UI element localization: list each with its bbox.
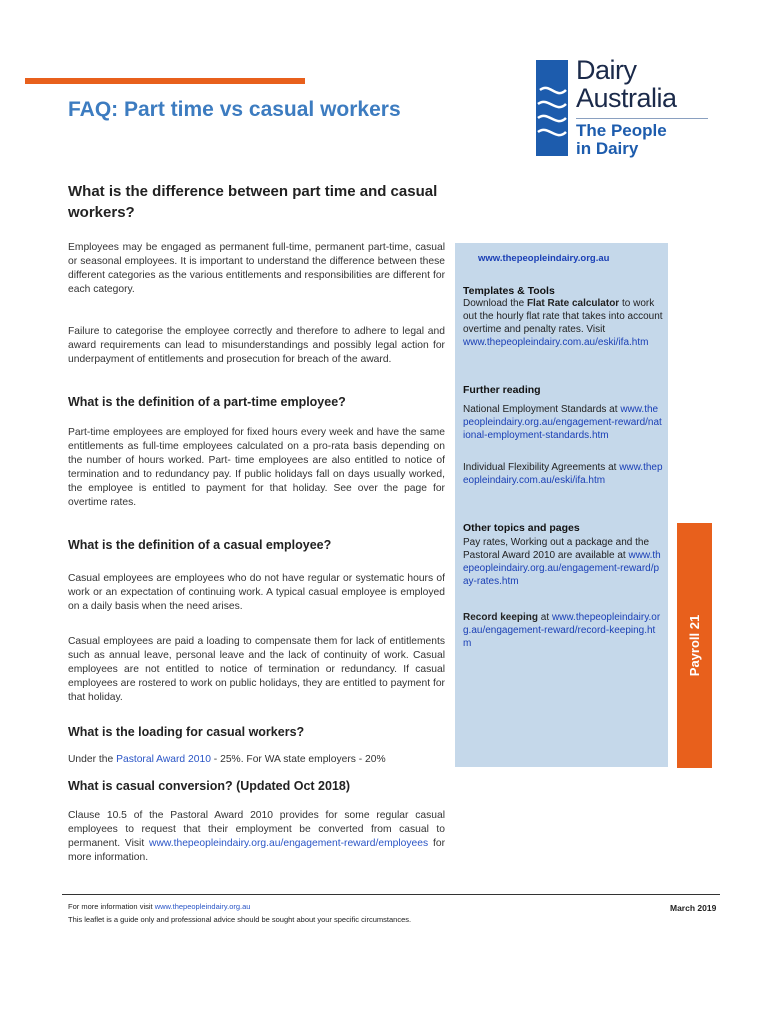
logo-tagline-2: in Dairy	[576, 139, 639, 158]
ifa-text: Individual Flexibility Agreements at	[463, 462, 620, 473]
dairy-australia-logo	[536, 55, 736, 158]
conversion-suffix: for more information.	[68, 838, 445, 863]
intro-paragraph-1: Employees may be engaged as permanent full-time, permanent part-time, casual or seasonal employees. It is important to understand the difference between these different categories as the various entitlements and responsibilities are different for each category.	[68, 242, 445, 295]
logo-word-australia: Australia	[576, 83, 677, 113]
ifa-paragraph	[463, 461, 663, 487]
payroll-tab-label: Payroll 21	[687, 614, 702, 677]
loading-prefix: Under the	[68, 754, 117, 765]
page-title: FAQ: Part time vs casual workers	[68, 98, 401, 121]
casual-heading: What is the definition of a casual employee?	[68, 538, 332, 552]
other-topics-heading: Other topics and pages	[463, 522, 580, 534]
footer-website-link[interactable]: www.thepeopleindairy.org.au	[154, 902, 251, 911]
loading-paragraph	[68, 753, 445, 767]
record-keeping-paragraph	[463, 611, 663, 650]
nes-text: National Employment Standards at	[463, 404, 621, 415]
further-reading-heading: Further reading	[463, 384, 541, 396]
footer-date: March 2019	[670, 903, 717, 913]
conversion-heading: What is casual conversion? (Updated Oct 2018)	[68, 779, 351, 793]
templates-text-1: Download the	[463, 298, 527, 309]
loading-suffix: - 25%. For WA state employers - 20%	[210, 754, 386, 765]
conversion-paragraph	[68, 809, 445, 865]
nes-paragraph	[463, 403, 663, 442]
footer-more-info	[68, 902, 250, 911]
footer-divider	[62, 894, 720, 895]
pastoral-award-link[interactable]: Pastoral Award 2010	[116, 754, 211, 765]
payroll-tab-label-wrap	[677, 523, 712, 768]
dairy-australia-stripes-icon	[536, 60, 568, 156]
main-heading: What is the difference between part time and casual workers?	[68, 183, 438, 221]
other-text: Pay rates, Working out a package and the Pastoral Award 2010 are available at	[463, 537, 650, 561]
flat-rate-calculator-label: Flat Rate calculator	[526, 298, 620, 309]
parttime-paragraph: Part-time employees are employed for fixed hours every week and have the same entitlements as full-time employees calculated on a pro-rata basis depending on the number of hours worked. Part- time employees are also entitled to notice of termination and to redundancy pay. If public holidays fall on days usually worked, the employee is entitled to payment for that holiday. See over the page for overtime rates.	[68, 427, 445, 508]
loading-heading: What is the loading for casual workers?	[68, 725, 305, 739]
ifa-link[interactable]: www.thepeopleindairy.com.au/eski/ifa.htm	[463, 462, 663, 486]
conversion-text: Clause 10.5 of the Pastoral Award 2010 provides for some regular casual employees to request that their employment be converted from casual to permanent. Visit	[68, 810, 445, 849]
logo-tagline-1: The People	[576, 121, 667, 140]
sidebar-url-link[interactable]: www.thepeopleindairy.org.au	[478, 253, 610, 264]
nes-link[interactable]: www.thepeopleindairy.org.au/engagement-reward/national-employment-standards.htm	[463, 404, 662, 441]
footer-more-info-text: For more information visit	[68, 902, 155, 911]
footer-disclaimer: This leaflet is a guide only and professional advice should be sought about your specific circumstances.	[68, 915, 412, 924]
record-keeping-link[interactable]: www.thepeopleindairy.org.au/engagement-reward/record-keeping.htm	[463, 612, 661, 649]
record-text: at	[538, 612, 552, 623]
logo-word-dairy: Dairy	[576, 55, 637, 85]
pay-rates-link[interactable]: www.thepeopleindairy.org.au/engagement-reward/pay-rates.htm	[463, 550, 661, 587]
casual-paragraph-2: Casual employees are paid a loading to compensate them for lack of entitlements such as annual leave, personal leave and the lack of continuity of work. Casual employees are not entitled to notice of termination or redundancy. If casual employees are rostered to work on public holidays, they are entitled to payment for that holiday.	[68, 636, 445, 703]
intro-paragraph-2: Failure to categorise the employee correctly and therefore to adhere to legal and award requirements can lead to misunderstandings and possibly legal action for underpayment of entitlements and prosecution for breach of the award.	[68, 326, 445, 365]
other-topics-paragraph	[463, 536, 663, 588]
templates-text-2: to work out the hourly flat rate that takes into account overtime and penalty rates. Visit	[463, 298, 663, 335]
employees-link[interactable]: www.thepeopleindairy.org.au/engagement-reward/employees	[149, 838, 429, 849]
templates-paragraph	[463, 297, 663, 349]
casual-paragraph-1: Casual employees are employees who do not have regular or systematic hours of work or an expectation of continuing work. A typical casual employee is employed on a daily basis when the need arises.	[68, 573, 445, 612]
templates-link[interactable]: www.thepeopleindairy.com.au/eski/ifa.htm	[463, 337, 649, 348]
record-keeping-label: Record keeping	[463, 612, 539, 623]
header-accent-bar	[25, 78, 305, 84]
templates-heading: Templates & Tools	[463, 285, 555, 297]
parttime-heading: What is the definition of a part-time employee?	[68, 395, 346, 409]
logo-divider	[576, 118, 708, 119]
